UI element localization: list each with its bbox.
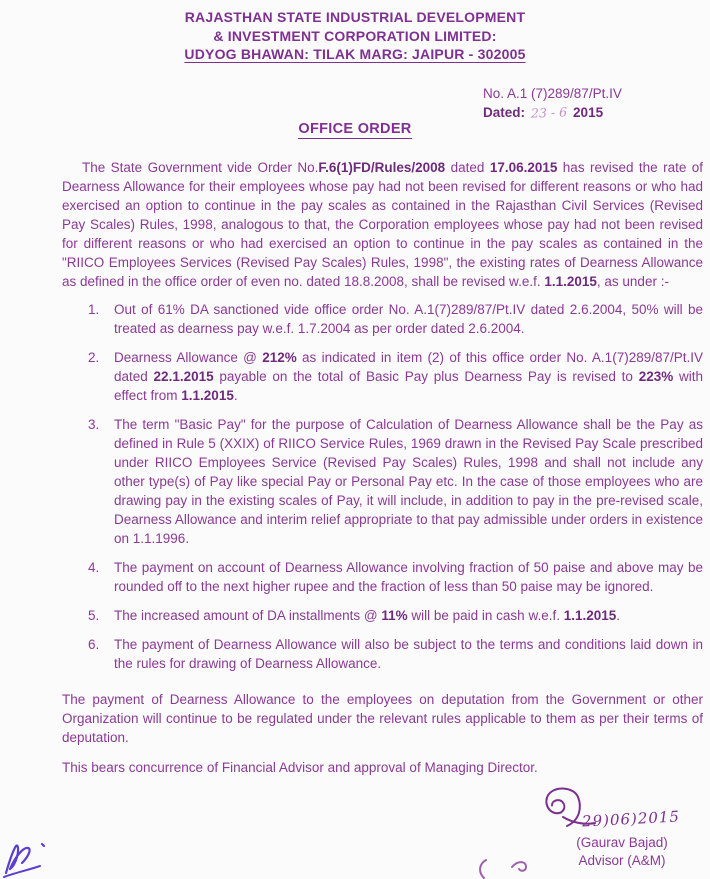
org-address: UDYOG BHAWAN: TILAK MARG: JAIPUR - 302005 <box>184 46 526 62</box>
org-name-line2: & INVESTMENT CORPORATION LIMITED: <box>213 27 497 44</box>
item-number: 3. <box>88 416 100 432</box>
dated-year: 2015 <box>573 105 604 120</box>
letterhead <box>0 0 710 64</box>
item-text: The payment of Dearness Allowance will also be subject to the terms and conditions laid down in the rules for drawing of Dearness Allowance. <box>114 636 703 671</box>
dated-handwritten-day-month: 23 - 6 <box>530 104 568 121</box>
order-item-4 <box>62 558 703 596</box>
faint-pen-mark-icon <box>468 859 540 879</box>
item-number: 4. <box>88 559 100 575</box>
pen-scribble-icon <box>2 839 48 879</box>
dated-line <box>483 103 622 122</box>
order-item-5 <box>62 606 703 625</box>
deputation-paragraph: The payment of Dearness Allowance to the employees on deputation from the Government or other Organization will continue to be regulated under the relevant rules applicable to them as per their terms of deputation. <box>62 691 703 745</box>
item-text: Dearness Allowance @ 212% as indicated in item (2) of this office order No. A.1(7)289/87/Pt.IV dated 22.1.2015 payable on the total of Basic Pay plus Dearness Pay is revised to 223% with effect from 1.1.2015. <box>114 349 703 403</box>
item-text: The payment on account of Dearness Allowance involving fraction of 50 paise and above may be rounded off to the next higher rupee and the fraction of less than 50 paise may be ignored. <box>114 559 703 594</box>
item-number: 2. <box>88 349 100 365</box>
reference-number: No. A.1 (7)289/87/Pt.IV <box>483 86 622 101</box>
item-number: 5. <box>88 607 100 623</box>
order-item-6 <box>62 635 703 673</box>
signature-row <box>538 786 706 834</box>
signatory-name: (Gaurav Bajad) <box>576 835 668 850</box>
order-item-3 <box>62 415 703 548</box>
order-item-2 <box>62 348 703 405</box>
item-number: 6. <box>88 636 100 652</box>
org-name-line1: RAJASTHAN STATE INDUSTRIAL DEVELOPMENT <box>184 9 526 25</box>
document-title: OFFICE ORDER <box>298 120 412 137</box>
signature-handwritten-date: 29)06)2015 <box>581 806 681 831</box>
dated-label: Dated: <box>483 105 526 120</box>
order-item-1 <box>62 300 703 338</box>
reference-block <box>483 84 622 122</box>
concurrence-paragraph: This bears concurrence of Financial Advisor and approval of Managing Director. <box>62 759 538 775</box>
signature-block <box>538 786 706 869</box>
item-text: Out of 61% DA sanctioned vide office order No. A.1(7)289/87/Pt.IV dated 2.6.2004, 50% will be treated as dearness pay w.e.f. 1.7.2004 as per order dated 2.6.2004. <box>114 301 703 336</box>
item-number: 1. <box>88 301 100 317</box>
document-body <box>0 158 710 777</box>
signatory-designation: Advisor (A&M) <box>578 852 666 868</box>
item-text: The term "Basic Pay" for the purpose of Calculation of Dearness Allowance shall be the Pay as defined in Rule 5 (XXIX) of RIICO Service Rules, 1969 drawn in the Revised Pay Scale prescribed under RIICO Employees Service (Revised Pay Scales) Rules, 1998 and shall not include any other type(s) of Pay like special Pay or Personal Pay etc. In the case of those employees who are drawing pay in the existing scales of Pay, it will include, in addition to pay in the pre-revised scale, Dearness Allowance and interim relief appropriate to that pay admissible under orders in existence on 1.1.1996. <box>114 416 703 546</box>
order-items <box>62 300 703 673</box>
item-text: The increased amount of DA installments @ 11% will be paid in cash w.e.f. 1.1.2015. <box>114 607 621 623</box>
intro-paragraph: The State Government vide Order No.F.6(1)FD/Rules/2008 dated 17.06.2015 has revised the rate of Dearness Allowance for their employees whose pay had not been revised for different reasons or who had exercised an option to continue in the pay scales as contained in the Rajasthan Civil Services (Revised Pay Scales) Rules, 1998, analogous to that, the Corporation employees whose pay had not been revised for different reasons or who had exercised an option to continue in the pay scales as contained in the "RIICO Employees Services (Revised Pay Scales) Rules, 1998", the existing rates of Dearness Allowance as defined in the office order of even no. dated 18.8.2008, shall be revised w.e.f. 1.1.2015, as under :- <box>62 159 703 289</box>
